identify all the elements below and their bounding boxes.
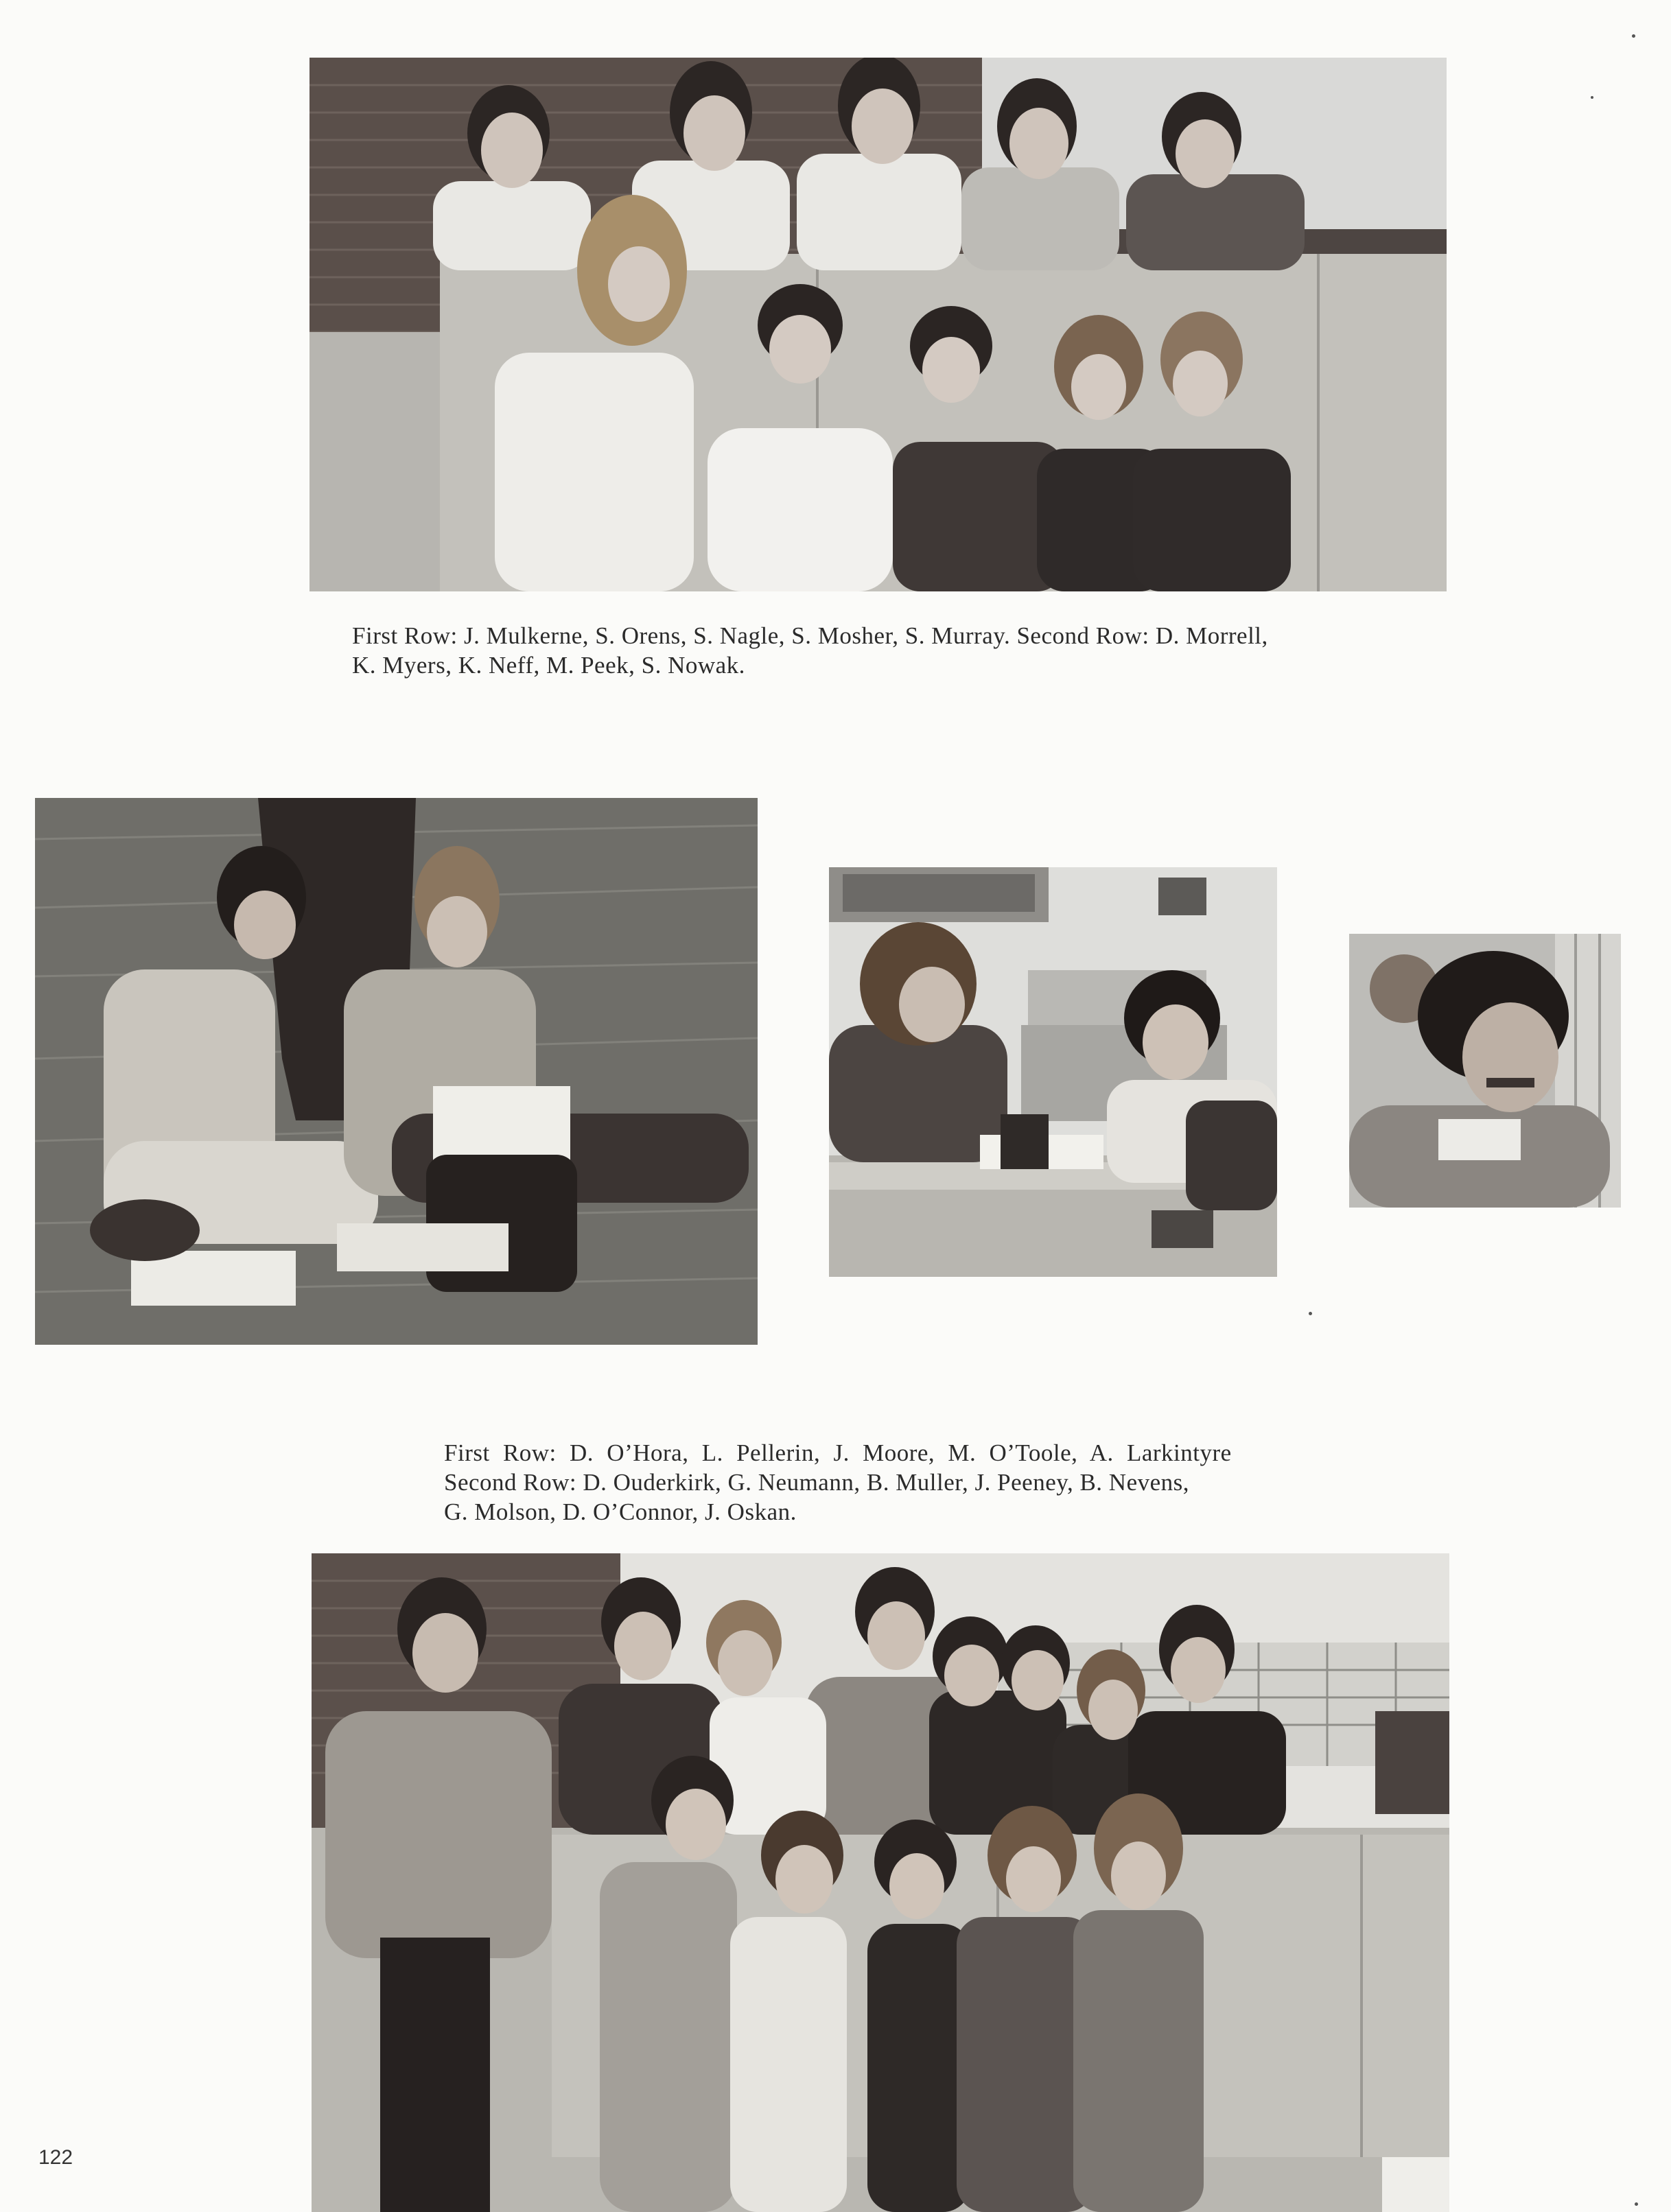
print-speck — [1632, 34, 1635, 38]
caption-top-group — [352, 621, 1268, 680]
page-number: 122 — [38, 2146, 73, 2169]
caption-bottom-group — [444, 1438, 1232, 1527]
print-speck — [1309, 1312, 1312, 1315]
caption-line: Second Row: D. Ouderkirk, G. Neumann, B. Muller, J. Peeney, B. Nevens, — [444, 1469, 1190, 1496]
caption-line: K. Myers, K. Neff, M. Peek, S. Nowak. — [352, 652, 745, 679]
caption-line: First Row: J. Mulkerne, S. Orens, S. Nagle, S. Mosher, S. Murray. Second Row: D. Morrell, — [352, 622, 1268, 649]
print-speck — [1635, 2202, 1638, 2206]
group-photo-bottom — [312, 1553, 1449, 2212]
group-photo-top — [309, 58, 1447, 591]
caption-line: First Row: D. O’Hora, L. Pellerin, J. Moore, M. O’Toole, A. Larkintyre — [444, 1439, 1232, 1466]
photo-students-under-tree — [35, 798, 758, 1345]
photo-student-portrait — [1349, 934, 1621, 1208]
photo-students-at-lab-table — [829, 867, 1277, 1277]
print-speck — [1591, 96, 1593, 99]
caption-line: G. Molson, D. O’Connor, J. Oskan. — [444, 1498, 797, 1525]
